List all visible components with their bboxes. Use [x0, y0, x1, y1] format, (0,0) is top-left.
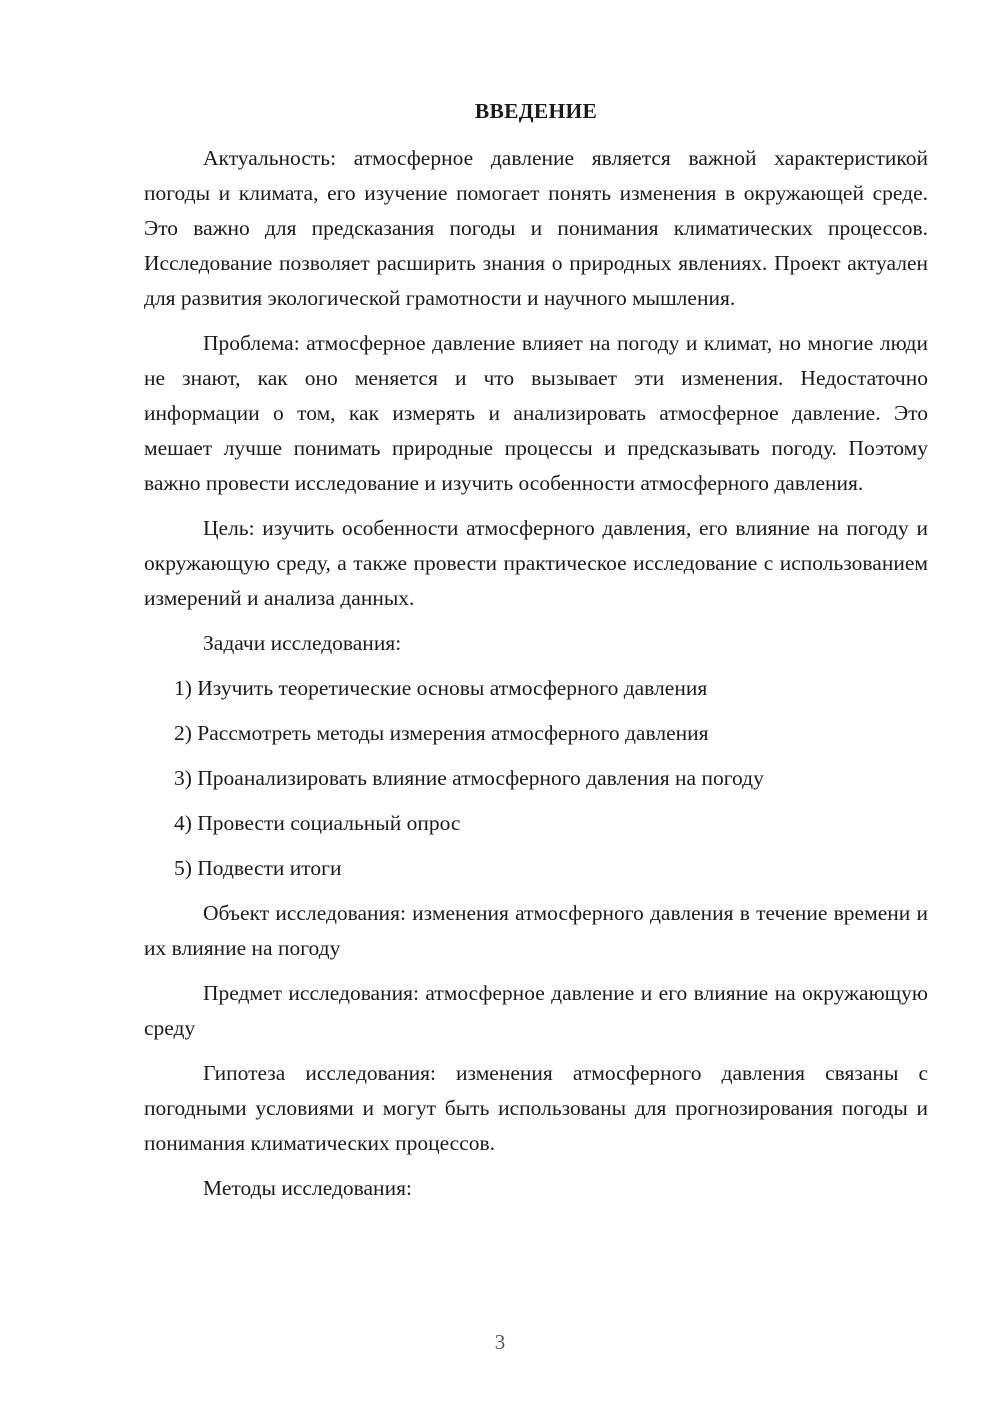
problem-paragraph: Проблема: атмосферное давление влияет на погоду и климат, но многие люди не знают, как оно меняется и что вызывает эти изменения. Недостаточно информации о том, как измерять и анализировать атмосферное давление. Это мешает лучше понимать природные процессы и предсказывать погоду. Поэтому важно провести исследование и изучить особенности атмосферного давления.	[144, 331, 928, 495]
list-item: 5) Подвести итоги	[174, 856, 342, 880]
object-paragraph: Объект исследования: изменения атмосферного давления в течение времени и их влияние на погоду	[144, 901, 928, 960]
goal-paragraph: Цель: изучить особенности атмосферного давления, его влияние на погоду и окружающую среду, а также провести практическое исследование с использованием измерений и анализа данных.	[144, 516, 928, 610]
hypothesis-paragraph: Гипотеза исследования: изменения атмосферного давления связаны с погодными условиями и могут быть использованы для прогнозирования погоды и понимания климатических процессов.	[144, 1061, 928, 1155]
page-number: 3	[494, 1330, 506, 1354]
document-page	[144, 94, 928, 1216]
list-item: 2) Рассмотреть методы измерения атмосферного давления	[174, 721, 709, 745]
list-item: 1) Изучить теоретические основы атмосферного давления	[174, 676, 708, 700]
tasks-list	[144, 671, 928, 886]
list-item: 4) Провести социальный опрос	[174, 811, 461, 835]
methods-heading: Методы исследования:	[203, 1176, 412, 1200]
relevance-paragraph: Актуальность: атмосферное давление является важной характеристикой погоды и климата, его изучение помогает понять изменения в окружающей среде. Это важно для предсказания погоды и понимания климатических процессов. Исследование позволяет расширить знания о природных явлениях. Проект актуален для развития экологической грамотности и научного мышления.	[144, 146, 928, 310]
subject-paragraph: Предмет исследования: атмосферное давление и его влияние на окружающую среду	[144, 981, 928, 1040]
section-title: ВВЕДЕНИЕ	[474, 99, 598, 123]
list-item: 3) Проанализировать влияние атмосферного давления на погоду	[174, 766, 764, 790]
tasks-heading: Задачи исследования:	[203, 631, 402, 655]
